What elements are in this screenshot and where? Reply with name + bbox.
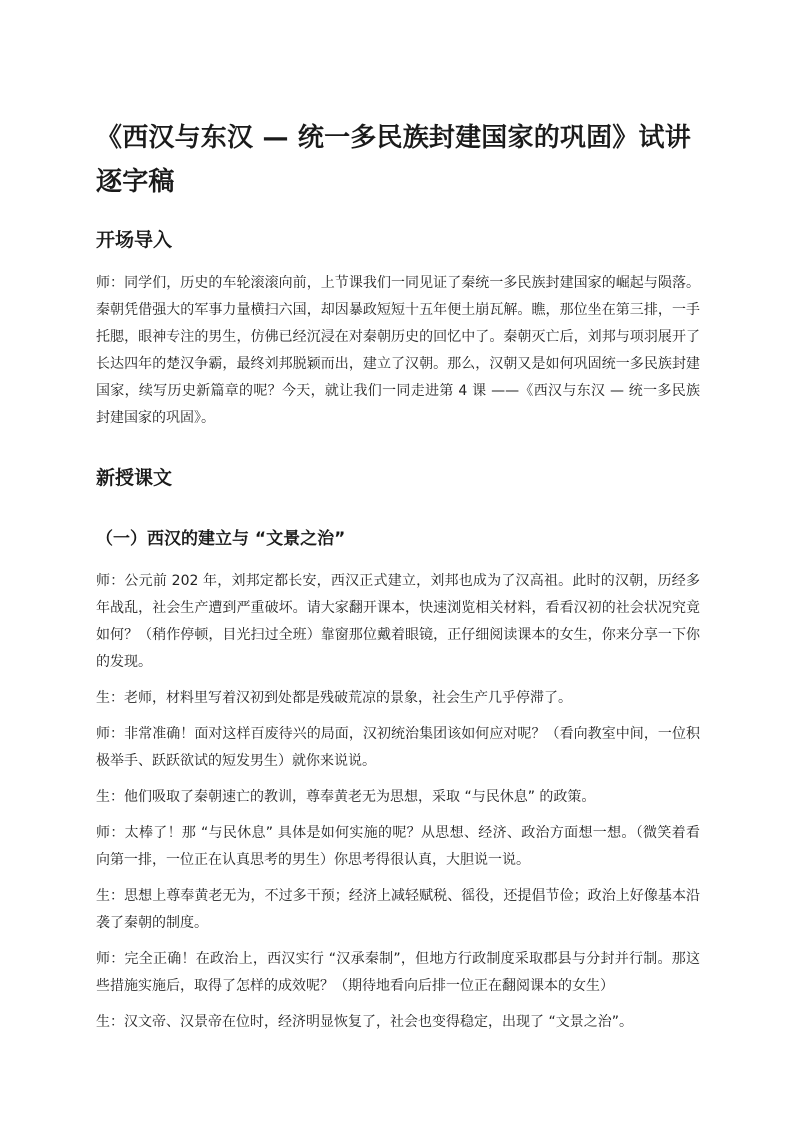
intro-paragraph: 师：同学们，历史的车轮滚滚向前，上节课我们一同见证了秦统一多民族封建国家的崛起与陨落。秦朝凭借强大的军事力量横扫六国，却因暴政短短十五年便土崩瓦解。瞧，那位坐在第三排，一手托腮，眼神专注的男生，仿佛已经沉浸在对秦朝历史的回忆中了。秦朝灭亡后，刘邦与项羽展开了长达四年的楚汉争霸，最终刘邦脱颖而出，建立了汉朝。那么，汉朝又是如何巩固统一多民族封建国家，续写历史新篇章的呢？今天，就让我们一同走进第 4 课 ——《西汉与东汉 — 统一多民族封建国家的巩固》。 [96, 275, 700, 426]
dialogue-paragraph: 师：完全正确！在政治上，西汉实行 “汉承秦制”，但地方行政制度采取郡县与分封并行制。那这些措施实施后，取得了怎样的成效呢？（期待地看向后排一位正在翻阅课本的女生） [96, 951, 700, 994]
dialogue-paragraph: 生：老师，材料里写着汉初到处都是残破荒凉的景象，社会生产几乎停滞了。 [96, 690, 572, 706]
document-title: 《西汉与东汉 — 统一多民族封建国家的巩固》试讲逐字稿 [96, 123, 691, 197]
subsection-heading-1: （一）西汉的建立与 “文景之治” [96, 529, 346, 549]
dialogue-paragraph: 师：太棒了！那 “与民休息” 具体是如何实施的呢？从思想、经济、政治方面想一想。（微笑着看向第一排，一位正在认真思考的男生）你思考得很认真，大胆说一说。 [96, 825, 700, 868]
document-page [96, 116, 700, 1036]
dialogue-paragraph: 生：思想上尊奉黄老无为，不过多干预；经济上减轻赋税、徭役，还提倡节俭；政治上好像基本沿袭了秦朝的制度。 [96, 888, 700, 931]
dialogue-paragraph: 生：汉文帝、汉景帝在位时，经济明显恢复了，社会也变得稳定，出现了 “文景之治”。 [96, 1014, 633, 1030]
dialogue-paragraph: 师：非常准确！面对这样百废待兴的局面，汉初统治集团该如何应对呢？（看向教室中间，一位积极举手、跃跃欲试的短发男生）就你来说说。 [96, 726, 700, 769]
section-heading-new-lesson: 新授课文 [96, 467, 173, 489]
dialogue-paragraph: 生：他们吸取了秦朝速亡的教训，尊奉黄老无为思想，采取 “与民休息” 的政策。 [96, 789, 596, 805]
dialogue-paragraph: 师：公元前 202 年，刘邦定都长安，西汉正式建立，刘邦也成为了汉高祖。此时的汉朝，历经多年战乱，社会生产遭到严重破坏。请大家翻开课本，快速浏览相关材料，看看汉初的社会状况究竟如何？（稍作停顿，目光扫过全班）靠窗那位戴着眼镜，正仔细阅读课本的女生，你来分享一下你的发现。 [96, 573, 700, 670]
section-heading-intro: 开场导入 [96, 229, 173, 251]
